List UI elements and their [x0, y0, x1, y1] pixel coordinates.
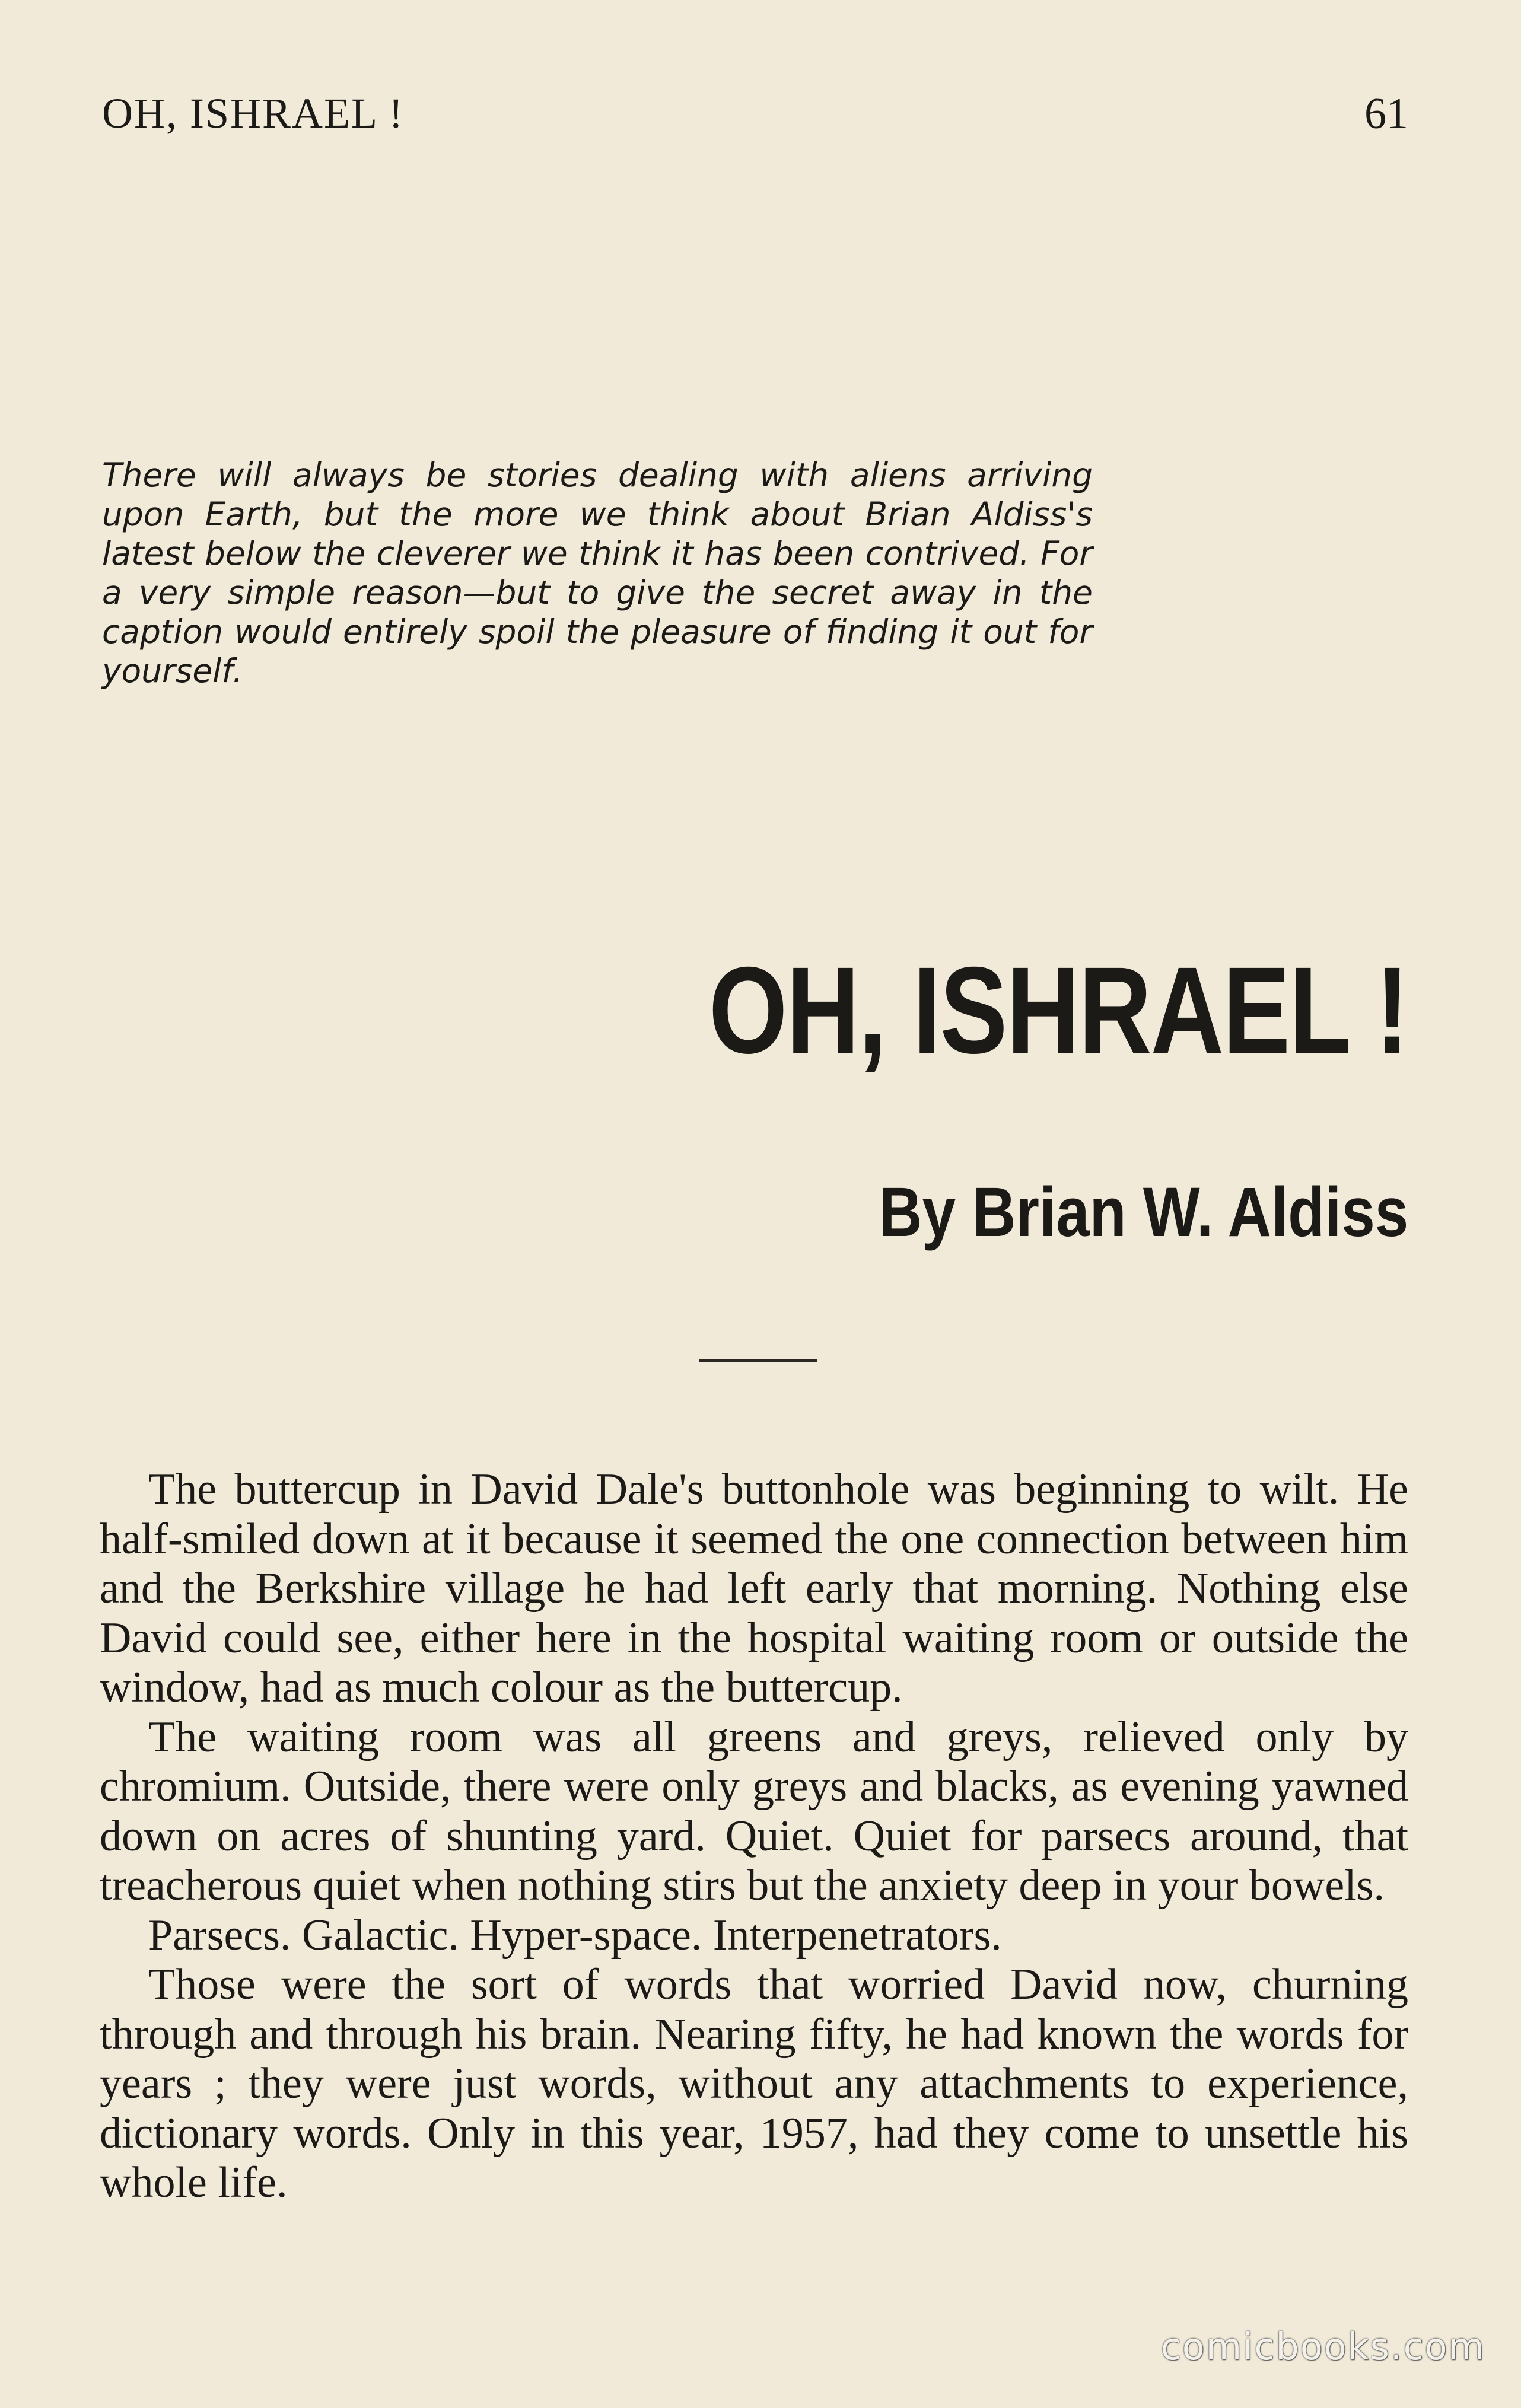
site-watermark: comicbooks.com: [1160, 2325, 1485, 2368]
body-paragraph: The waiting room was all greens and greys, relieved only by chromium. Outside, there were only greys and blacks, as evening yawned down on acres of shunting yard. Quiet. Quiet for parsecs around, that treacherous quiet when nothing stirs but the anxiety deep in your bowels.: [100, 1712, 1408, 1910]
section-rule: [699, 1359, 817, 1362]
body-paragraph: Parsecs. Galactic. Hyper-space. Interpenetrators.: [148, 1910, 1002, 1960]
story-body: [100, 1465, 1408, 2208]
body-paragraph: Those were the sort of words that worried David now, churning through and through his brain. Nearing fifty, he had known the words for years ; they were just words, without any attachments to experience, dictionary words. Only in this year, 1957, had they come to unsettle his whole life.: [100, 1960, 1408, 2207]
page-number: 61: [1364, 90, 1408, 138]
story-title: OH, ISHRAEL !: [708, 942, 1408, 1079]
story-byline: By Brian W. Aldiss: [879, 1173, 1408, 1251]
editorial-caption: There will always be stories dealing with aliens arriving upon Earth, but the more we think about Brian Aldiss's latest below the cleverer we think it has been contrived. For a very simple reason—but to give the secret away in the caption would entirely spoil the pleasure of finding it out for yourself.: [102, 456, 1093, 690]
running-head: OH, ISHRAEL !: [102, 90, 405, 137]
body-paragraph: The buttercup in David Dale's buttonhole was beginning to wilt. He half-smiled down at it because it seemed the one connection between him and the Berkshire village he had left early that morning. Nothing else David could see, either here in the hospital waiting room or outside the window, had as much colour as the buttercup.: [100, 1465, 1408, 1712]
